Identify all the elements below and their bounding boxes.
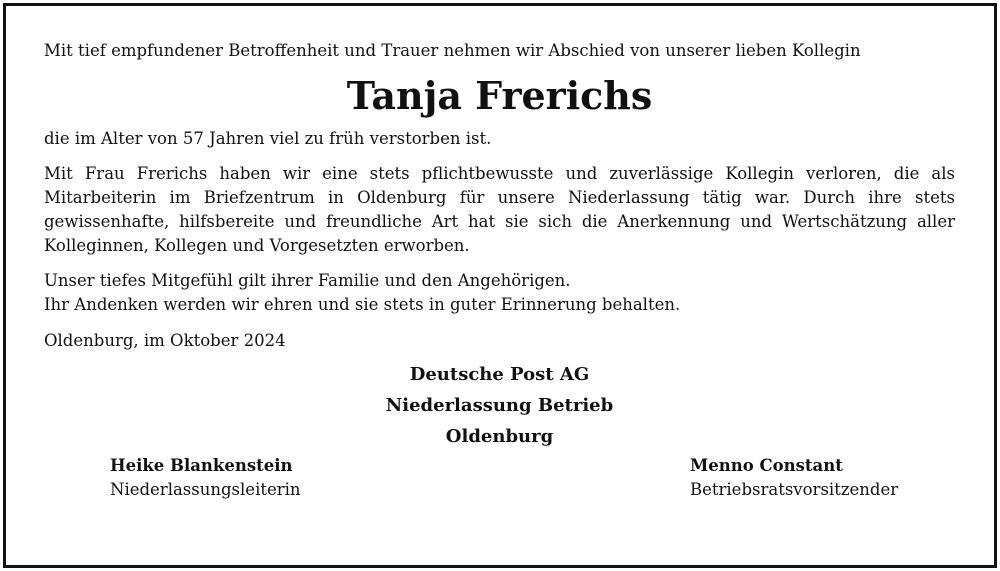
organization-unit: Niederlassung Betrieb [385, 395, 614, 416]
deceased-name: Tanja Frerichs [346, 73, 653, 118]
signer-left [110, 454, 301, 502]
intro-text: Mit tief empfundener Betroffenheit und Trauer nehmen wir Abschied von unserer lieben Kollegin [44, 41, 861, 60]
organization-name: Deutsche Post AG [409, 364, 590, 385]
signer-name: Menno Constant [690, 456, 843, 475]
signer-role: Niederlassungsleiterin [110, 480, 301, 499]
signer-role: Betriebsratsvorsitzender [690, 480, 899, 499]
condolence-line-2: Ihr Andenken werden wir ehren und sie stets in guter Erinnerung behalten. [44, 295, 681, 314]
condolence-text [44, 269, 955, 317]
signers-row [44, 454, 955, 504]
organization-city: Oldenburg [445, 426, 554, 447]
signer-name: Heike Blankenstein [110, 456, 293, 475]
signer-right [690, 454, 898, 502]
obituary-notice [44, 40, 955, 504]
tribute-paragraph: Mit Frau Frerichs haben wir eine stets pflichtbewusste und zuverlässige Kollegin verloren, die als Mitarbeiterin im Briefzentrum in Oldenburg für unsere Niederlassung tätig war. Durch ihre stets gewissenhafte, hilfsbereite und freundliche Art hat sie sich die Anerkennung und Wertschätzung aller Kolleginnen, Kollegen und Vorgesetzten erworben. [44, 164, 955, 255]
age-line: die im Alter von 57 Jahren viel zu früh verstorben ist. [44, 129, 492, 148]
place-and-date: Oldenburg, im Oktober 2024 [44, 331, 286, 350]
condolence-line-1: Unser tiefes Mitgefühl gilt ihrer Familie und den Angehörigen. [44, 271, 571, 290]
organization-block [44, 359, 955, 452]
